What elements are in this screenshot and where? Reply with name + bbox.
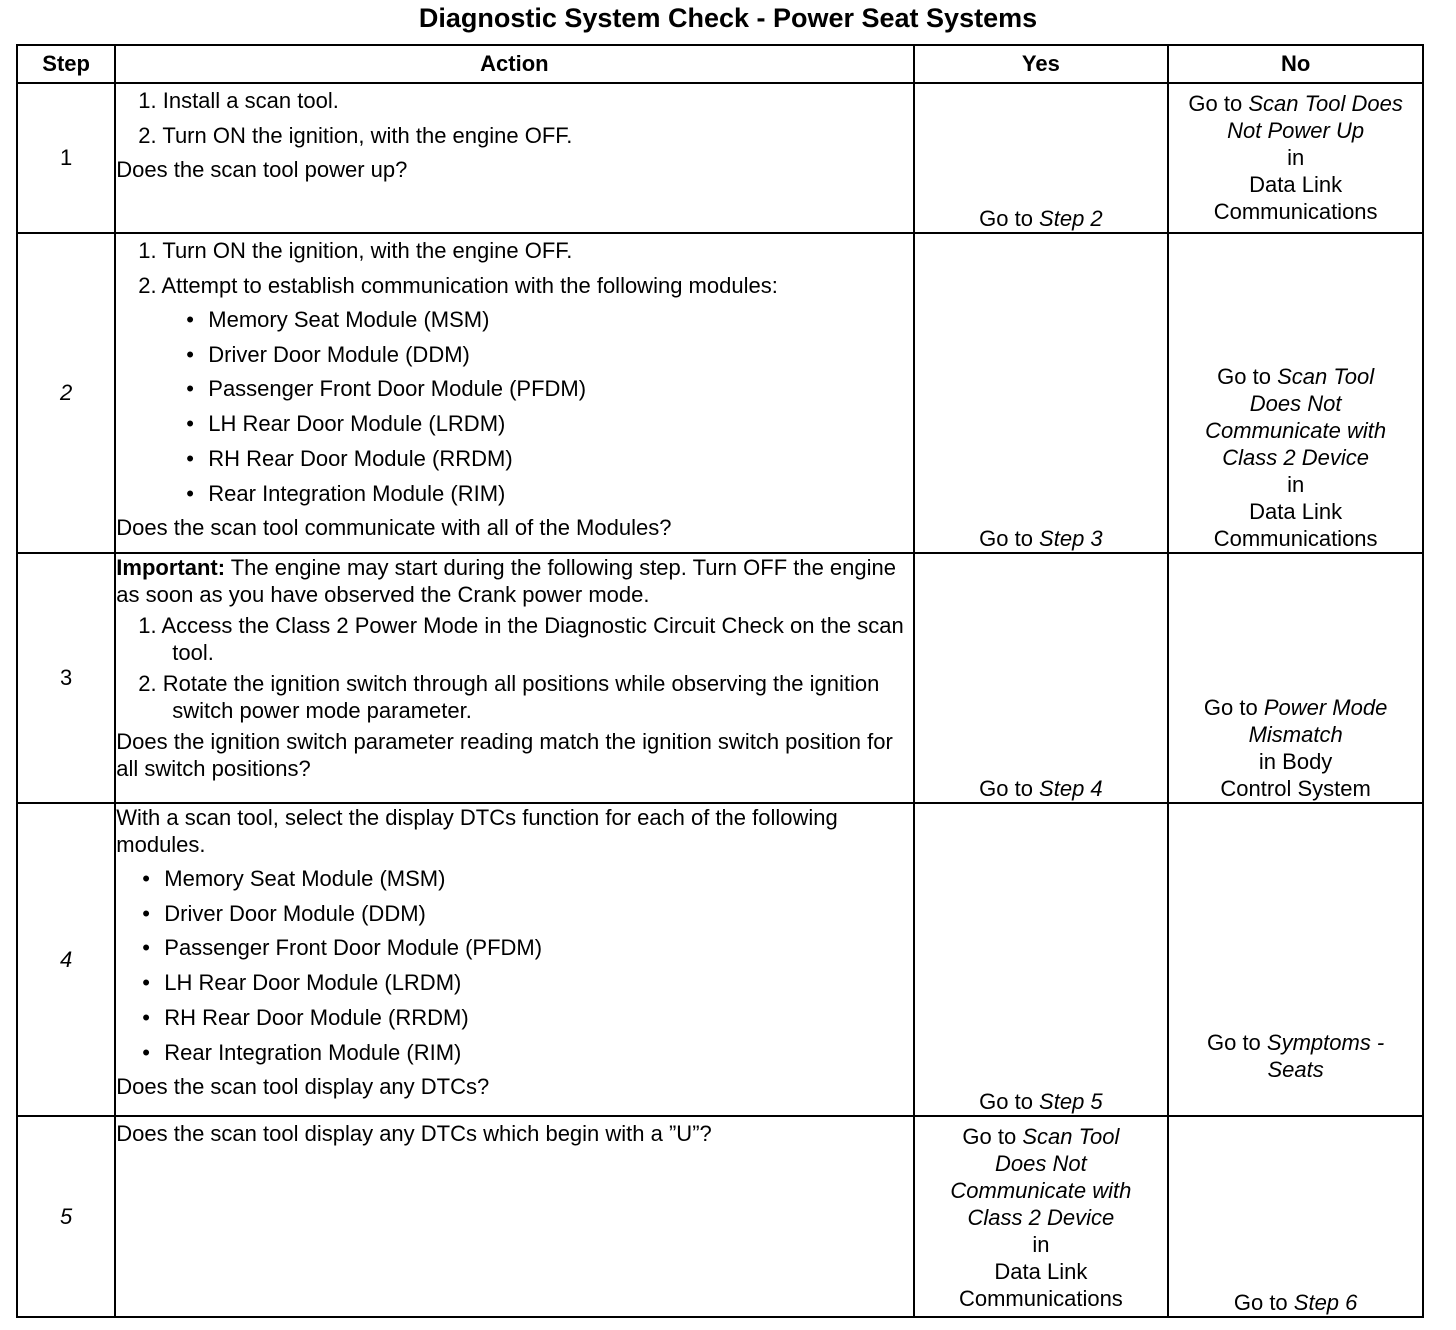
yes-link[interactable]: Does Not	[995, 1151, 1087, 1176]
action-cell	[115, 233, 913, 553]
diagnostic-table	[16, 44, 1424, 1318]
action-item: 1. Install a scan tool.	[138, 88, 339, 113]
step-number: 5	[17, 1116, 115, 1317]
yes-link[interactable]: Step 5	[1039, 1089, 1103, 1114]
header-no: No	[1168, 45, 1423, 83]
module-bullet: • RH Rear Door Module (RRDM)	[116, 1001, 912, 1036]
module-bullet: • Rear Integration Module (RIM)	[116, 1036, 912, 1071]
no-link[interactable]: Seats	[1267, 1057, 1324, 1082]
page-title: Diagnostic System Check - Power Seat Systems	[418, 3, 1038, 33]
module-bullet: • Passenger Front Door Module (PFDM)	[116, 372, 912, 407]
action-item: 2. Attempt to establish communication with the following modules:	[138, 272, 778, 298]
no-reference: Communications	[1213, 199, 1378, 224]
action-question: Does the scan tool display any DTCs?	[116, 1074, 490, 1100]
action-cell	[115, 553, 913, 803]
yes-link[interactable]: Step 3	[1039, 526, 1103, 551]
header-step: Step	[17, 45, 115, 83]
action-cell	[115, 83, 913, 233]
table-row	[17, 1116, 1423, 1317]
no-link[interactable]: Mismatch	[1248, 722, 1343, 747]
module-bullet: • Memory Seat Module (MSM)	[116, 862, 912, 897]
yes-reference: Communications	[958, 1286, 1123, 1311]
no-link[interactable]: Power Mode	[1263, 695, 1388, 720]
step-number: 3	[17, 553, 115, 803]
step-number: 4	[17, 803, 115, 1116]
yes-reference: Data Link	[994, 1259, 1088, 1284]
important-note: Important: The engine may start during the following step. Turn OFF the engine as soon as you have observed the Crank power mode.	[116, 555, 896, 607]
header-row	[17, 45, 1423, 83]
action-item: 2. Turn ON the ignition, with the engine OFF.	[138, 122, 573, 148]
module-bullet: • LH Rear Door Module (LRDM)	[116, 966, 912, 1001]
header-action: Action	[115, 45, 913, 83]
yes-link[interactable]: Class 2 Device	[967, 1205, 1115, 1230]
action-cell	[115, 1116, 913, 1317]
no-link[interactable]: Communicate with	[1205, 418, 1387, 443]
yes-cell: Go to Step 5	[914, 803, 1169, 1116]
table-row	[17, 233, 1423, 553]
no-link[interactable]: Symptoms -	[1266, 1030, 1385, 1055]
yes-link[interactable]: Step 4	[1039, 776, 1103, 801]
table-row	[17, 553, 1423, 803]
module-bullet: • Driver Door Module (DDM)	[116, 338, 912, 373]
header-yes: Yes	[914, 45, 1169, 83]
action-question: Does the ignition switch parameter reading match the ignition switch position for all switch positions?	[116, 729, 893, 781]
no-link[interactable]: Scan Tool Does Not Power Up	[1227, 91, 1403, 143]
action-cell	[115, 803, 913, 1116]
no-link[interactable]: Scan Tool	[1277, 364, 1375, 389]
yes-cell: Go to Step 4	[914, 553, 1169, 803]
module-bullet: • Driver Door Module (DDM)	[116, 897, 912, 932]
action-question: Does the scan tool power up?	[116, 157, 408, 182]
table-row	[17, 83, 1423, 233]
yes-cell: Go to Step 2	[914, 83, 1169, 233]
action-item: 1. Turn ON the ignition, with the engine OFF.	[138, 238, 573, 263]
no-cell: Go to Scan Tool Does Not Communicate with Class 2 Device in Data Link Communications	[1168, 233, 1423, 553]
action-intro: With a scan tool, select the display DTCs function for each of the following modules.	[116, 805, 838, 857]
yes-link[interactable]: Step 2	[1039, 206, 1103, 231]
action-item: 1. Access the Class 2 Power Mode in the Diagnostic Circuit Check on the scan tool.	[138, 613, 904, 665]
no-reference: Data Link	[1249, 172, 1343, 197]
no-cell: Go to Step 6	[1168, 1116, 1423, 1317]
yes-cell: Go to Step 3	[914, 233, 1169, 553]
yes-link[interactable]: Scan Tool	[1022, 1124, 1120, 1149]
no-cell: Go to Scan Tool Does Not Power Up in Data Link Communications	[1168, 83, 1423, 233]
yes-cell: Go to Scan Tool Does Not Communicate with Class 2 Device in Data Link Communications	[914, 1116, 1169, 1317]
action-item: 2. Rotate the ignition switch through all positions while observing the ignition switch power mode parameter.	[138, 671, 880, 723]
module-bullet: • Rear Integration Module (RIM)	[116, 477, 912, 512]
no-link[interactable]: Step 6	[1293, 1290, 1358, 1315]
no-link[interactable]: Class 2 Device	[1222, 445, 1369, 470]
module-bullet: • Memory Seat Module (MSM)	[116, 303, 912, 338]
no-link[interactable]: Does Not	[1249, 391, 1342, 416]
no-cell: Go to Power Mode Mismatch in Body Control System	[1168, 553, 1423, 803]
step-number: 2	[17, 233, 115, 553]
no-cell: Go to Symptoms - Seats	[1168, 803, 1423, 1116]
action-question: Does the scan tool communicate with all of the Modules?	[116, 515, 672, 541]
no-reference: Control System	[1220, 776, 1371, 801]
table-row	[17, 803, 1423, 1116]
step-number: 1	[17, 83, 115, 233]
no-reference: Communications	[1213, 526, 1378, 551]
module-bullet: • RH Rear Door Module (RRDM)	[116, 442, 912, 477]
module-bullet: • LH Rear Door Module (LRDM)	[116, 407, 912, 442]
no-reference: Data Link	[1249, 499, 1343, 524]
module-bullet: • Passenger Front Door Module (PFDM)	[116, 931, 912, 966]
yes-link[interactable]: Communicate with	[950, 1178, 1132, 1203]
action-question: Does the scan tool display any DTCs which begin with a ”U”?	[116, 1121, 712, 1146]
